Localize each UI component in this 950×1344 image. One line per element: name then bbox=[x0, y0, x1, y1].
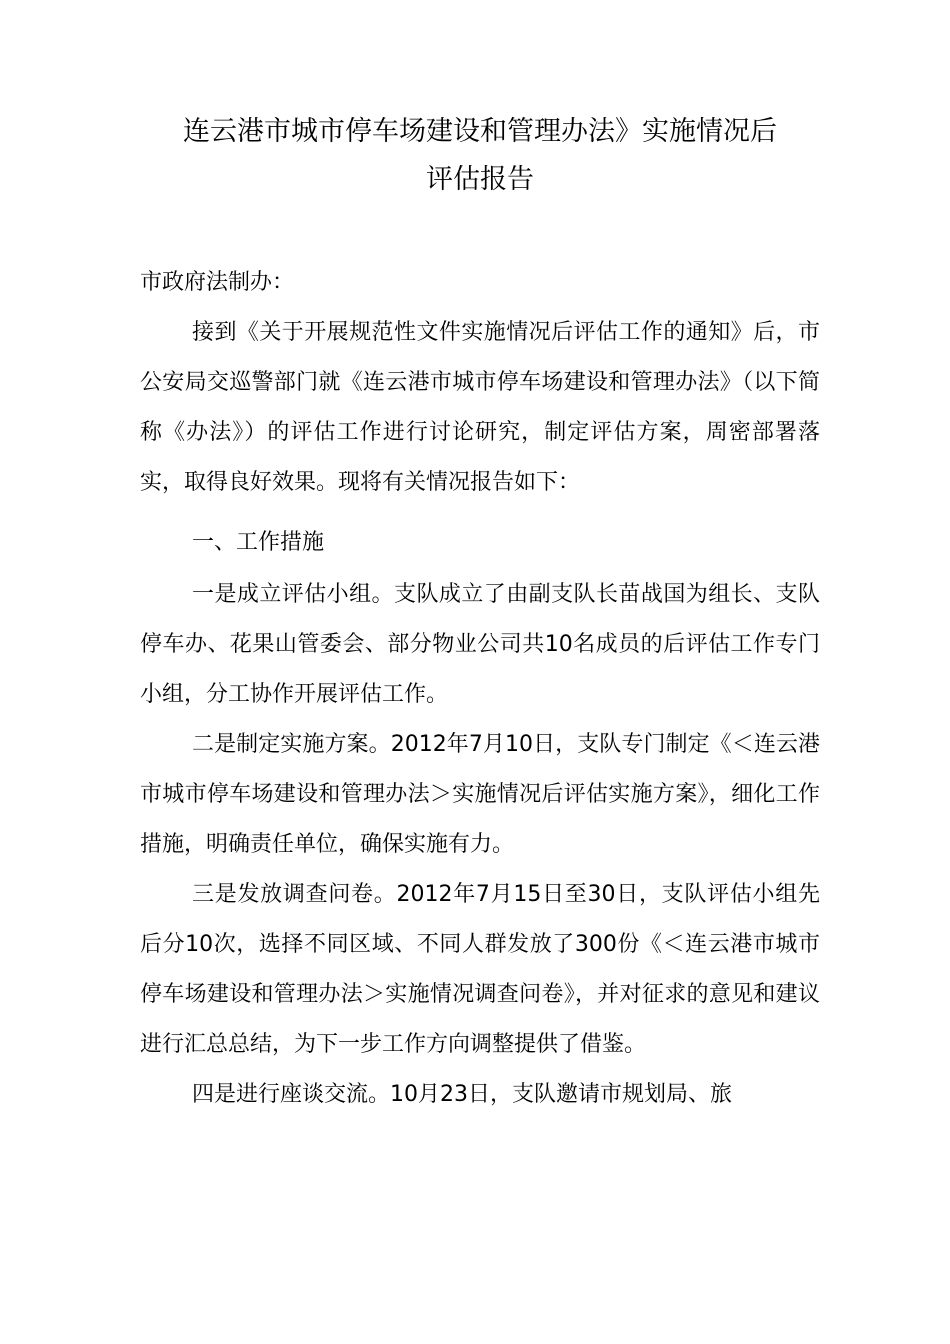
title-line-2: 评估报告 bbox=[426, 164, 534, 195]
paragraph-item-3: 三是发放调查问卷。2012年7月15日至30日，支队评估小组先后分10次，选择不同区域、不同人群发放了300份《＜连云港市城市停车场建设和管理办法＞实施情况调查问卷》，并对征求的意见和建议进行汇总总结，为下一步工作方向调整提供了借鉴。 bbox=[140, 882, 820, 1057]
section-heading-work-measures: 一、工作措施 bbox=[192, 530, 325, 555]
paragraph-item-1: 一是成立评估小组。支队成立了由副支队长苗战国为组长、支队停车办、花果山管委会、部分物业公司共10名成员的后评估工作专门小组，分工协作开展评估工作。 bbox=[140, 582, 820, 707]
intro-paragraph: 接到《关于开展规范性文件实施情况后评估工作的通知》后，市公安局交巡警部门就《连云港市城市停车场建设和管理办法》（以下简称《办法》）的评估工作进行讨论研究，制定评估方案，周密部署落实，取得良好效果。现将有关情况报告如下： bbox=[140, 320, 820, 495]
title-line-1: 连云港市城市停车场建设和管理办法》实施情况后 bbox=[183, 116, 777, 147]
paragraph-item-4: 四是进行座谈交流。10月23日，支队邀请市规划局、旅 bbox=[192, 1082, 732, 1107]
salutation: 市政府法制办： bbox=[140, 270, 295, 295]
document-title bbox=[140, 108, 820, 204]
paragraph-item-2: 二是制定实施方案。2012年7月10日，支队专门制定《＜连云港市城市停车场建设和管理办法＞实施情况后评估实施方案》，细化工作措施，明确责任单位，确保实施有力。 bbox=[140, 732, 820, 857]
